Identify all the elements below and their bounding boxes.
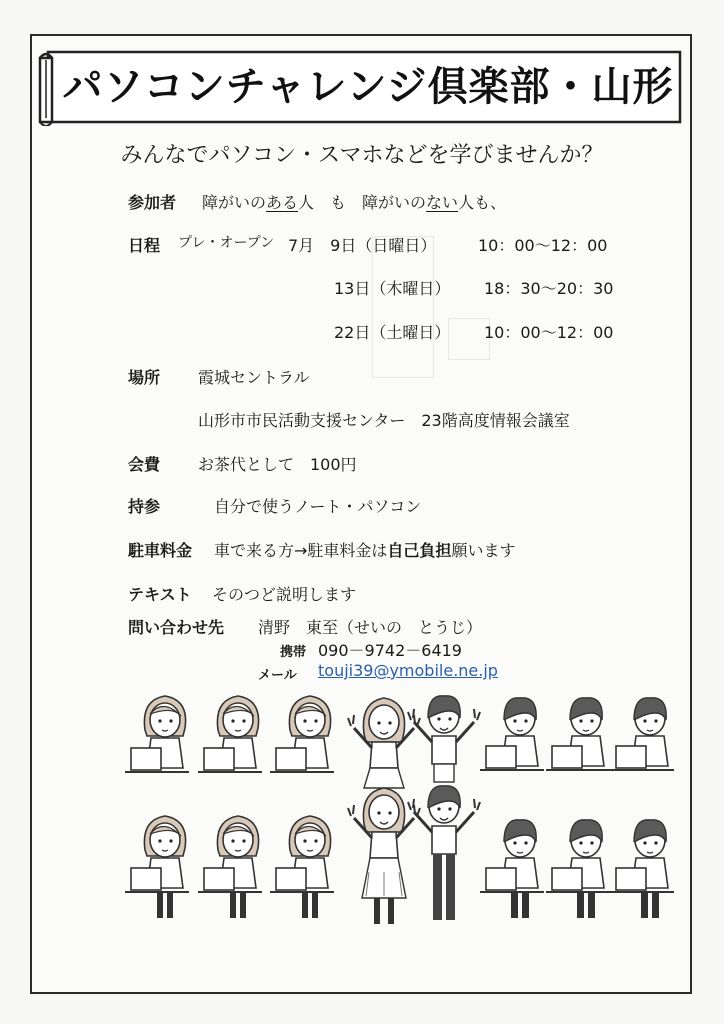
- page-title: パソコンチャレンジ倶楽部・山形: [62, 64, 674, 110]
- person-girl-desk-full: [125, 816, 189, 918]
- bring-value: 自分で使うノート・パソコン: [214, 497, 422, 516]
- parking-value: 車で来る方→駐車料金は自己負担願います: [214, 541, 516, 560]
- fee-label: 会費: [128, 455, 161, 474]
- person-boy-desk-full: [610, 820, 674, 918]
- phone-label: 携帯: [280, 645, 307, 660]
- person-girl-desk: [270, 696, 334, 772]
- bring-label: 持参: [128, 497, 161, 516]
- schedule-date-1: 7月 9日（日曜日）: [288, 236, 437, 255]
- fee-value: お茶代として 100円: [198, 455, 357, 474]
- person-girl-desk: [125, 696, 189, 772]
- phone-number: 090－9742－6419: [318, 641, 462, 660]
- person-girl-standing-full: [348, 788, 420, 924]
- mail-link[interactable]: touji39@ymobile.ne.jp: [318, 661, 498, 680]
- place-line2: 山形市市民活動支援センター 23階高度情報会議室: [198, 411, 570, 430]
- contact-label: 問い合わせ先: [128, 618, 225, 637]
- person-girl-standing: [348, 698, 420, 788]
- subtitle: みんなでパソコン・スマホなどを学びませんか？: [120, 143, 604, 168]
- text-value: そのつど説明します: [212, 585, 357, 604]
- person-boy-standing: [408, 696, 480, 782]
- text-label: テキスト: [128, 585, 192, 604]
- person-boy-desk: [610, 698, 674, 770]
- person-boy-desk: [480, 698, 544, 770]
- schedule-date-2: 13日（木曜日）: [334, 279, 451, 298]
- parking-label: 駐車料金: [128, 541, 193, 560]
- person-girl-desk-full: [198, 816, 262, 918]
- person-girl-desk: [198, 696, 262, 772]
- schedule-date-3: 22日（土曜日）: [334, 323, 451, 342]
- person-boy-desk-full: [546, 820, 610, 918]
- schedule-time-2: 18：30～20：30: [484, 279, 614, 298]
- person-boy-desk-full: [480, 820, 544, 918]
- schedule-time-1: 10：00～12：00: [478, 236, 608, 255]
- schedule-label: 日程: [128, 236, 161, 255]
- person-boy-desk: [546, 698, 610, 770]
- schedule-pre-open: プレ・オープン: [178, 235, 275, 251]
- person-girl-desk-full: [270, 816, 334, 918]
- mail-label: メール: [258, 668, 297, 683]
- place-label: 場所: [128, 368, 161, 387]
- contact-name: 清野 東至（せいの とうじ）: [258, 618, 483, 637]
- place-line1: 霞城セントラル: [198, 368, 310, 387]
- participants-label: 参加者: [128, 193, 177, 212]
- schedule-time-3: 10：00～12：00: [484, 323, 614, 342]
- person-boy-standing-full: [408, 786, 480, 920]
- participants-text: 障がいのある人 も 障がいのない人も、: [202, 193, 507, 212]
